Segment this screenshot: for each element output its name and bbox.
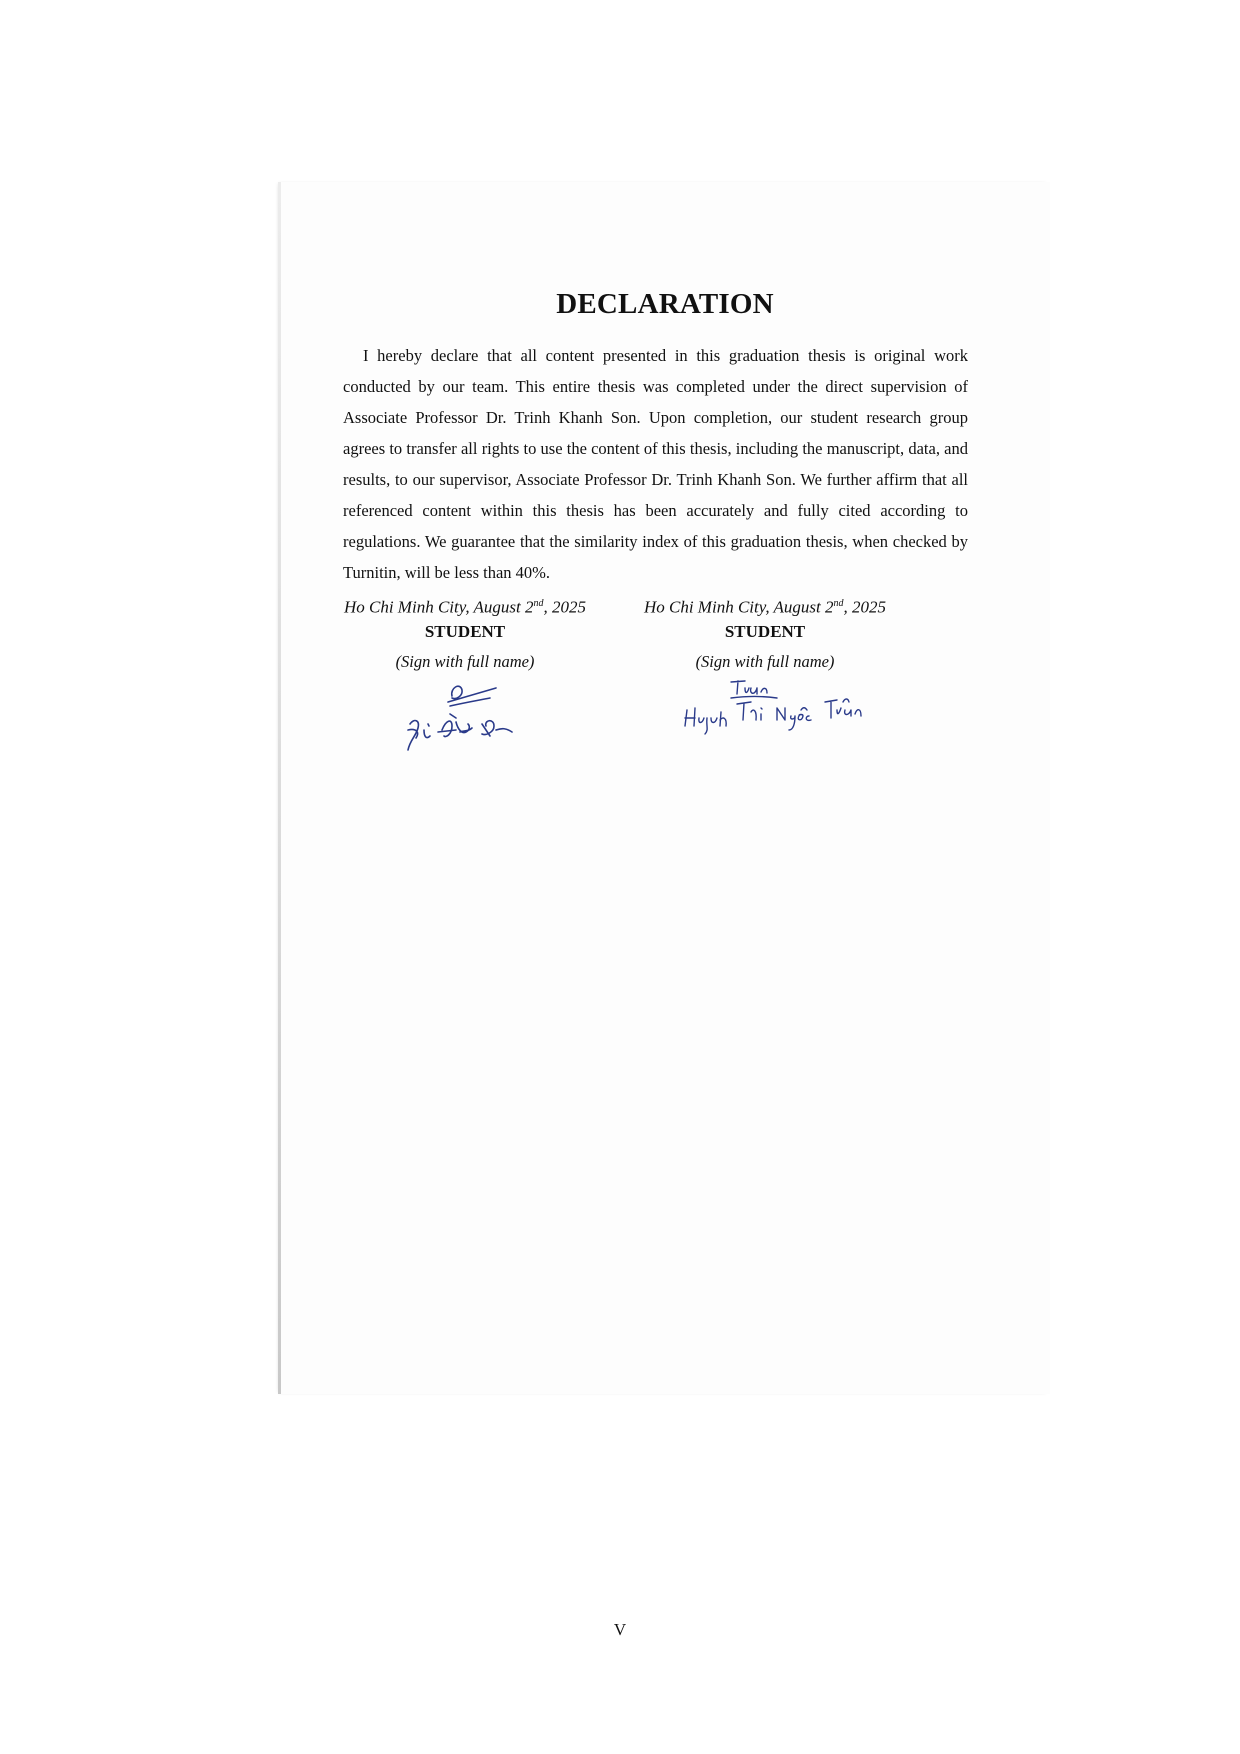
handwritten-signature-left: [390, 674, 540, 756]
signature-note: (Sign with full name): [695, 651, 835, 671]
signature-block-right: [620, 592, 910, 740]
handwritten-signature-right: [665, 674, 865, 740]
page-number: V: [613, 1620, 627, 1639]
scanned-page: [280, 182, 1050, 1394]
signature-block-left: [320, 592, 610, 756]
signature-role: STUDENT: [424, 621, 506, 641]
signature-note: (Sign with full name): [395, 651, 535, 671]
declaration-paragraph: I hereby declare that all content presented in this graduation thesis is original work conducted by our team. This entire thesis was completed under the direct supervision of Associate Professor Dr. Trinh Khanh Son. Upon completion, our student research group agrees to transfer all rights to use the content of this thesis, including the manuscript, data, and results, to our supervisor, Associate Professor Dr. Trinh Khanh Son. We further affirm that all referenced content within this thesis has been accurately and fully cited according to regulations. We guarantee that the similarity index of this graduation thesis, when checked by Turnitin, will be less than 40%.: [343, 346, 968, 582]
signature-role: STUDENT: [724, 621, 806, 641]
signature-place-date: Ho Chi Minh City, August 2nd, 2025: [343, 597, 587, 617]
declaration-title: DECLARATION: [556, 288, 774, 320]
signature-place-date: Ho Chi Minh City, August 2nd, 2025: [643, 597, 887, 617]
